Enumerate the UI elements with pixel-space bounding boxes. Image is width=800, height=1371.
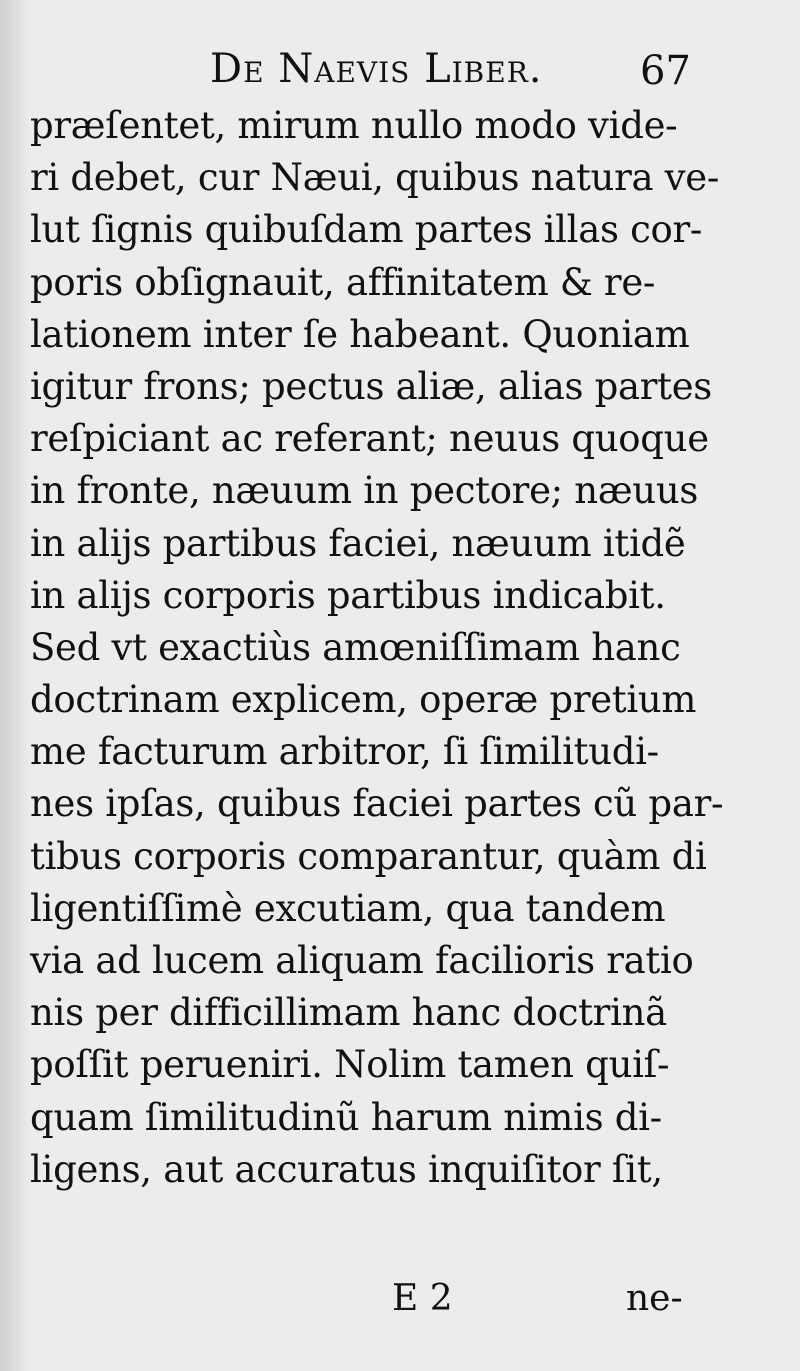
running-title: De Naevis Liber. [210, 46, 543, 92]
text-line-15: tibus corporis comparantur, quàm di [30, 834, 707, 878]
text-line-11: Sed vt exactiùs amœniſſimam hanc [30, 625, 681, 669]
text-line-1: præſentet, mirum nullo modo vide- [30, 104, 678, 147]
text-line-10: in alijs corporis partibus indicabit. [30, 573, 666, 617]
text-line-17: via ad lucem aliquam facilioris ratio [30, 939, 694, 982]
text-line-3: lut ſignis quibuſdam partes illas cor- [30, 208, 703, 252]
text-line-21: ligens, aut accuratus inquiſitor ſit, [30, 1147, 663, 1191]
text-line-14: nes ipſas, quibus faciei partes cũ par- [30, 782, 724, 826]
text-line-18: nis per difficillimam hanc doctrinã [30, 991, 667, 1035]
page-header [0, 46, 800, 106]
text-line-20: quam ſimilitudinũ harum nimis di- [30, 1095, 662, 1139]
catchword: ne- [626, 1278, 683, 1319]
text-line-6: igitur frons; pectus aliæ, alias partes [30, 364, 712, 408]
page-number: 67 [640, 48, 691, 94]
text-line-8: in fronte, næuum in pectore; næuus [30, 469, 699, 513]
text-line-16: ligentiſſimè excutiam, qua tandem [30, 886, 666, 930]
text-line-2: ri debet, cur Næui, quibus natura ve- [30, 156, 720, 200]
text-line-4: poris obſignauit, affinitatem & re- [30, 260, 656, 304]
page-edge-shadow [0, 0, 30, 1371]
text-line-9: in alijs partibus faciei, næuum itidẽ [30, 521, 686, 565]
signature-mark: E 2 [392, 1278, 453, 1319]
body-text [30, 100, 760, 1196]
page-footer [0, 1278, 800, 1338]
text-line-5: lationem inter ſe habeant. Quoniam [30, 312, 690, 356]
text-line-12: doctrinam explicem, operæ pretium [30, 678, 697, 722]
text-line-7: reſpiciant ac referant; neuus quoque [30, 417, 709, 461]
text-line-13: me facturum arbitror, ſi ſimilitudi- [30, 730, 659, 774]
text-line-19: poſſit perueniri. Nolim tamen quiſ- [30, 1043, 670, 1087]
